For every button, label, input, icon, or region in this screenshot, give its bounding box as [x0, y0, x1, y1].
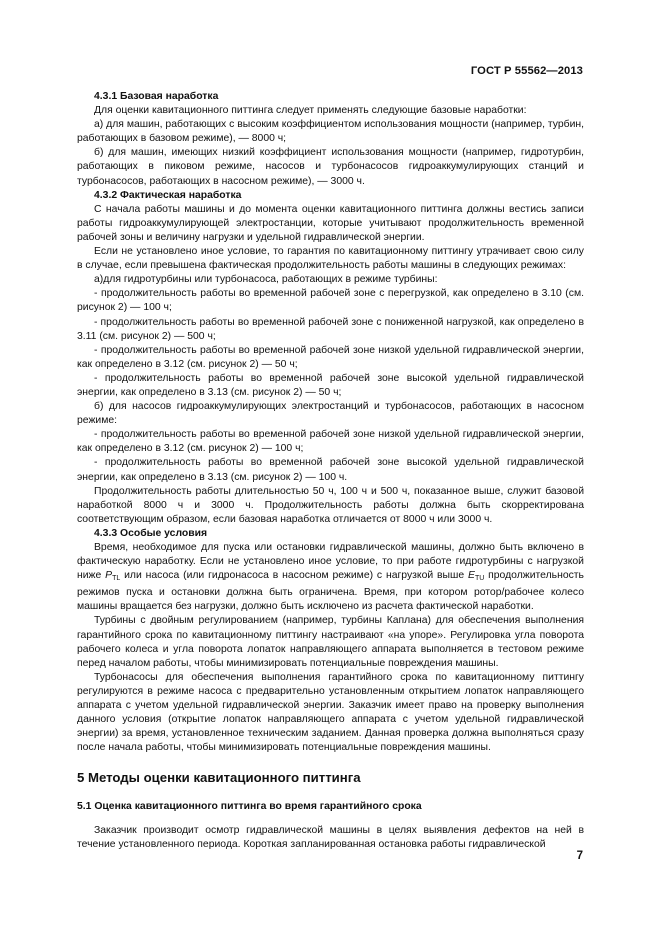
document-header: ГОСТ Р 55562—2013 — [470, 65, 583, 77]
list-item: а) для машин, работающих с высоким коэффициентом использования мощности (например, турбин, работающих в базовом режиме), — 8000 ч; — [77, 119, 584, 145]
heading-4-3-2: 4.3.2 Фактическая наработка — [94, 189, 242, 201]
paragraph: Заказчик производит осмотр гидравлической машины в целях выявления дефектов на ней в течение установленного периода. Короткая запланированная остановка работы гидравлической — [77, 824, 584, 850]
paragraph: Продолжительность работы длительностью 50 ч, 100 ч и 500 ч, показанное выше, служит базовой наработкой 8000 ч и 3000 ч. Продолжительность работы должна быть скорректирована соответствующим образом, если базовая наработка отличается от 8000 ч или 3000 ч. — [77, 485, 584, 525]
paragraph: Турбины с двойным регулированием (например, турбины Каплана) для обеспечения выполнения гарантийного срока по кавитационному питтингу настраивают «на упоре». Регулировка угла поворота рабочего колеса и угла поворота лопаток направляющего аппарата выполняется в тестовом режиме перед началом работы, чтобы минимизировать потенциальные повреждения машины. — [77, 615, 584, 669]
list-item: - продолжительность работы во временной рабочей зоне низкой удельной гидравлической энергии, как определено в 3.12 (см. рисунок 2) — 50 ч; — [77, 344, 584, 370]
heading-5-1: 5.1 Оценка кавитационного питтинга во время гарантийного срока — [77, 800, 422, 812]
list-item: б) для насосов гидроаккумулирующих электростанций и турбонасосов, работающих в насосном режиме: — [77, 401, 584, 427]
symbol-e: E — [468, 570, 475, 582]
page-content — [77, 90, 584, 852]
paragraph: С начала работы машины и до момента оценки кавитационного питтинга должны вестись записи работы гидроаккумулирующей электростанции, которые учитывают продолжительность временной рабочей зоны и величину нагрузки и удельной гидравлической энергии. — [77, 203, 584, 243]
text-run: продолжительность режимов пуска и остановки должна быть ограничена. Время, при котором ротор/рабочее колесо машины вращается без нагрузки, должно быть исключено из расчета фактической наработки. — [77, 570, 584, 613]
page-number: 7 — [576, 850, 583, 862]
paragraph: Для оценки кавитационного питтинга следует применять следующие базовые наработки: — [94, 105, 527, 117]
list-item: - продолжительность работы во временной рабочей зоне высокой удельной гидравлической энергии, как определено в 3.13 (см. рисунок 2) — 100 ч. — [77, 457, 584, 483]
list-item: - продолжительность работы во временной рабочей зоне с пониженной нагрузкой, как определено в 3.11 (см. рисунок 2) — 500 ч; — [77, 316, 584, 342]
symbol-e-subscript: TU — [474, 575, 485, 583]
paragraph: Турбонасосы для обеспечения выполнения гарантийного срока по кавитационному питтингу регулируются в режиме насоса с предварительно установленным открытием лопаток направляющего аппарата с учетом удельной гидравлической энергии. Заказчик имеет право на проверку выполнения данного условия (открытие лопаток направляющего аппарата с учетом удельной гидравлической энергии) за время, установленное техническим заданием. Данная проверка должна выполняться сразу после начала работы, чтобы минимизировать потенциальные повреждения машины. — [77, 671, 584, 754]
list-item: - продолжительность работы во временной рабочей зоне с перегрузкой, как определено в 3.10 (см. рисунок 2) — 100 ч; — [77, 288, 584, 314]
paragraph: Если не установлено иное условие, то гарантия по кавитационному питтингу утрачивает свою силу в случае, если превышена фактическая продолжительность работы машины в следующих режимах: — [77, 246, 584, 272]
text-run: или насоса (или гидронасоса в насосном режиме) с нагрузкой выше — [120, 570, 468, 582]
text-run: Время, необходимое для пуска или остановки гидравлической машины, должно быть включено в фактическую наработку. Если не установлено иное условие, то при работе гидротурбины с нагрузкой ниже — [77, 542, 584, 582]
list-item: - продолжительность работы во временной рабочей зоне низкой удельной гидравлической энергии, как определено в 3.12 (см. рисунок 2) — 100 ч; — [77, 429, 584, 455]
list-item: - продолжительность работы во временной рабочей зоне высокой удельной гидравлической энергии, как определено в 3.13 (см. рисунок 2) — 50 ч; — [77, 372, 584, 398]
paragraph — [77, 541, 584, 614]
symbol-p-subscript: TL — [112, 575, 121, 583]
section-5-title: 5 Методы оценки кавитационного питтинга — [77, 770, 361, 786]
list-item: б) для машин, имеющих низкий коэффициент использования мощности (например, гидротурбин, работающих в пиковом режиме, насосов и турбонасосов гидроаккумулирующих станций и турбонасосов, работающих в насосном режиме), — 3000 ч. — [77, 147, 584, 187]
symbol-p: P — [105, 570, 113, 582]
list-item: а)для гидротурбины или турбонасоса, работающих в режиме турбины: — [94, 274, 438, 286]
heading-4-3-1: 4.3.1 Базовая наработка — [94, 91, 219, 102]
heading-4-3-3: 4.3.3 Особые условия — [94, 527, 208, 539]
